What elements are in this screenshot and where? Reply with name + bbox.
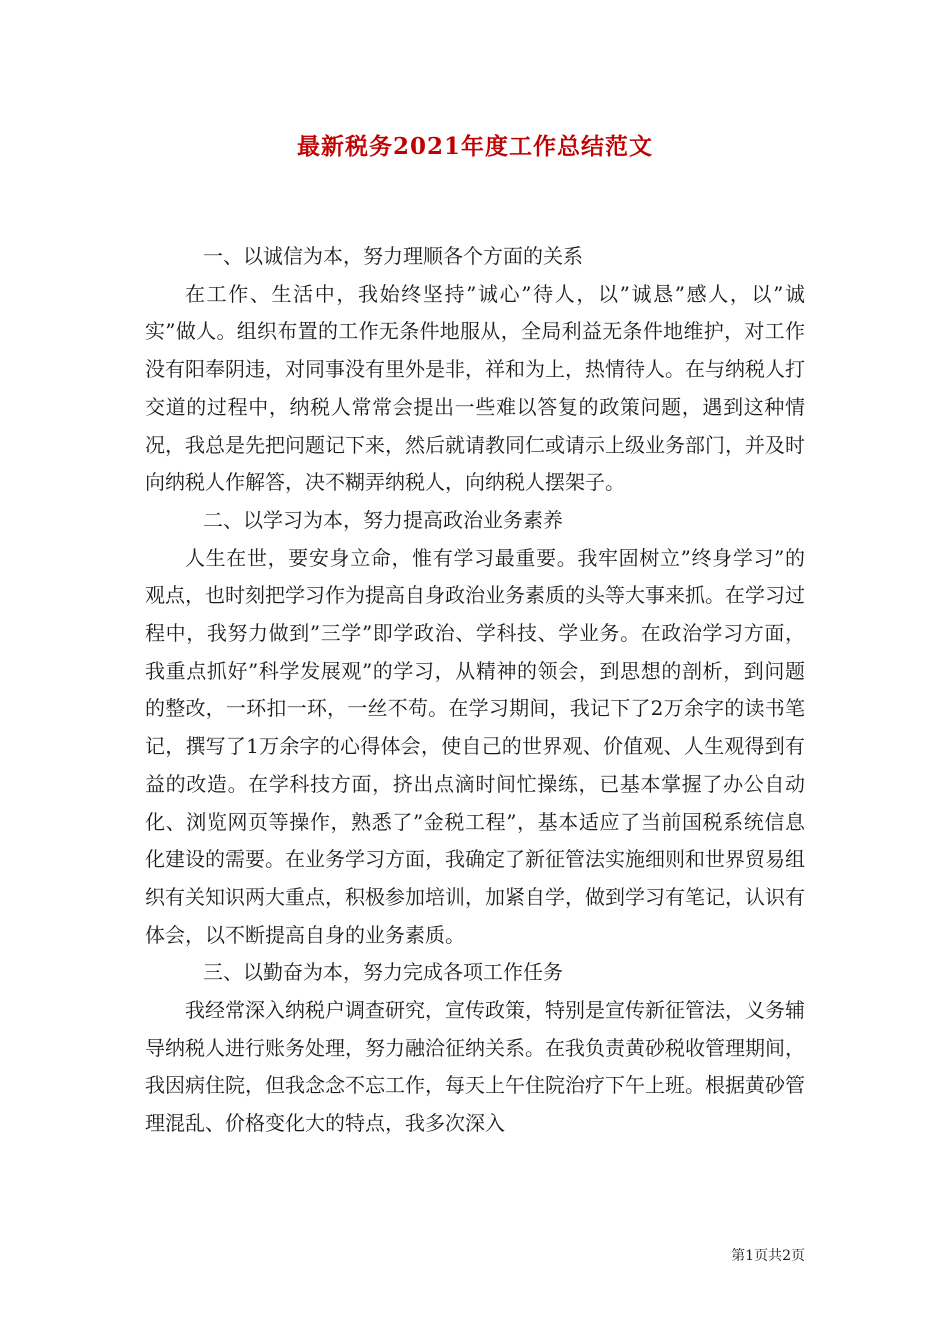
section-heading-3: 三、以勤奋为本，努力完成各项工作任务: [203, 960, 563, 985]
paragraph-2: 人生在世，要安身立命，惟有学习最重要。我牢固树立”终身学习”的观点，也时刻把学习作为提高自身政治业务素质的头等大事来抓。在学习过程中，我努力做到”三学”即学政治、学科技、学业务。在政治学习方面，我重点抓好”科学发展观”的学习，从精神的领会，到思想的剖析，到问题的整改，一环扣一环，一丝不苟。在学习期间，我记下了2万余字的读书笔记，撰写了1万余字的心得体会，使自己的世界观、价值观、人生观得到有益的改造。在学科技方面，挤出点滴时间忙操练，已基本掌握了办公自动化、浏览网页等操作，熟悉了”金税工程”，基本适应了当前国税系统信息化建设的需要。在业务学习方面，我确定了新征管法实施细则和世界贸易组织有关知识两大重点，积极参加培训，加紧自学，做到学习有笔记，认识有体会，以不断提高自身的业务素质。: [145, 545, 805, 947]
section-heading-1: 一、以诚信为本，努力理顺各个方面的关系: [203, 244, 583, 268]
document-body: [145, 238, 805, 1143]
document-title: 最新税务2021年度工作总结范文: [296, 133, 653, 160]
page-number: 第1页共2页: [731, 1248, 805, 1264]
paragraph-3: 我经常深入纳税户调查研究，宣传政策，特别是宣传新征管法，义务辅导纳税人进行账务处理，努力融洽征纳关系。在我负责黄砂税收管理期间，我因病住院，但我念念不忘工作，每天上午住院治疗下午上班。根据黄砂管理混乱、价格变化大的特点，我多次深入: [145, 998, 805, 1136]
paragraph-1: 在工作、生活中，我始终坚持”诚心”待人，以”诚恳”感人，以”诚实”做人。组织布置的工作无条件地服从，全局利益无条件地维护，对工作没有阳奉阴违，对同事没有里外是非，祥和为上，热情待人。在与纳税人打交道的过程中，纳税人常常会提出一些难以答复的政策问题，遇到这种情况，我总是先把问题记下来，然后就请教同仁或请示上级业务部门，并及时向纳税人作解答，决不糊弄纳税人，向纳税人摆架子。: [145, 281, 805, 495]
section-heading-2: 二、以学习为本，努力提高政治业务素养: [203, 507, 563, 532]
